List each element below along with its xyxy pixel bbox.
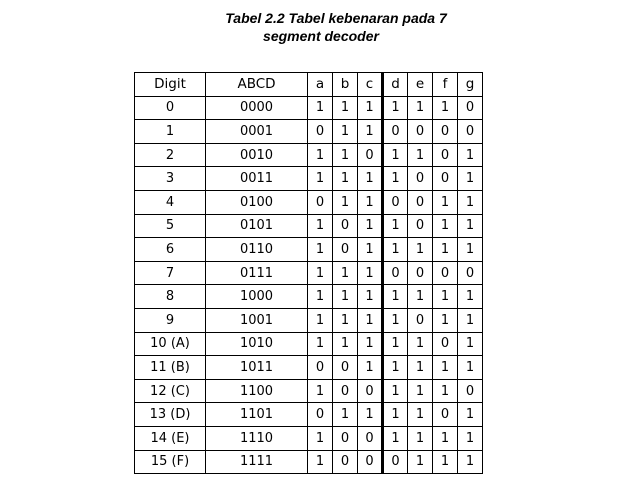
seg-g-cell: 0 bbox=[458, 379, 483, 403]
abcd-cell: 0101 bbox=[206, 214, 308, 238]
table-row bbox=[135, 285, 483, 309]
seg-e-cell: 1 bbox=[408, 450, 433, 474]
seg-f-cell: 1 bbox=[433, 379, 458, 403]
seg-c-cell: 1 bbox=[358, 403, 383, 427]
digit-cell: 0 bbox=[135, 96, 206, 120]
seg-c-cell: 0 bbox=[358, 426, 383, 450]
seg-b-cell: 0 bbox=[333, 214, 358, 238]
table-row bbox=[135, 190, 483, 214]
abcd-cell: 1100 bbox=[206, 379, 308, 403]
seg-f-cell: 1 bbox=[433, 190, 458, 214]
seg-d-cell: 1 bbox=[383, 285, 408, 309]
seg-g-cell: 1 bbox=[458, 308, 483, 332]
abcd-cell: 1000 bbox=[206, 285, 308, 309]
seg-e-cell: 1 bbox=[408, 143, 433, 167]
caption-line-2: segment decoder bbox=[263, 28, 379, 44]
seg-f-cell: 1 bbox=[433, 450, 458, 474]
seg-c-cell: 1 bbox=[358, 285, 383, 309]
seg-a-cell: 1 bbox=[308, 96, 333, 120]
seg-g-cell: 0 bbox=[458, 261, 483, 285]
digit-cell: 4 bbox=[135, 190, 206, 214]
table-row bbox=[135, 143, 483, 167]
abcd-cell: 0010 bbox=[206, 143, 308, 167]
seg-d-cell: 1 bbox=[383, 379, 408, 403]
seg-e-cell: 1 bbox=[408, 356, 433, 380]
seg-d-cell: 1 bbox=[383, 238, 408, 262]
digit-cell: 10 (A) bbox=[135, 332, 206, 356]
seg-d-cell: 0 bbox=[383, 450, 408, 474]
digit-cell: 9 bbox=[135, 308, 206, 332]
seg-b-cell: 1 bbox=[333, 96, 358, 120]
abcd-cell: 1111 bbox=[206, 450, 308, 474]
seg-c-cell: 0 bbox=[358, 450, 383, 474]
seg-g-cell: 1 bbox=[458, 238, 483, 262]
seg-c-cell: 0 bbox=[358, 143, 383, 167]
seg-d-cell: 0 bbox=[383, 261, 408, 285]
seg-b-cell: 1 bbox=[333, 308, 358, 332]
seg-g-cell: 1 bbox=[458, 450, 483, 474]
seg-e-cell: 1 bbox=[408, 403, 433, 427]
seg-a-cell: 1 bbox=[308, 308, 333, 332]
seg-d-cell: 1 bbox=[383, 143, 408, 167]
header-e: e bbox=[408, 73, 433, 97]
abcd-cell: 0111 bbox=[206, 261, 308, 285]
table-row bbox=[135, 214, 483, 238]
digit-cell: 6 bbox=[135, 238, 206, 262]
seg-d-cell: 1 bbox=[383, 332, 408, 356]
seg-b-cell: 1 bbox=[333, 403, 358, 427]
abcd-cell: 1010 bbox=[206, 332, 308, 356]
seg-a-cell: 0 bbox=[308, 120, 333, 144]
table-row bbox=[135, 403, 483, 427]
digit-cell: 13 (D) bbox=[135, 403, 206, 427]
abcd-cell: 1101 bbox=[206, 403, 308, 427]
header-a: a bbox=[308, 73, 333, 97]
abcd-cell: 0110 bbox=[206, 238, 308, 262]
seg-b-cell: 1 bbox=[333, 261, 358, 285]
abcd-cell: 0001 bbox=[206, 120, 308, 144]
seg-c-cell: 1 bbox=[358, 261, 383, 285]
table-row bbox=[135, 332, 483, 356]
digit-cell: 8 bbox=[135, 285, 206, 309]
abcd-cell: 1001 bbox=[206, 308, 308, 332]
seg-b-cell: 1 bbox=[333, 143, 358, 167]
seg-f-cell: 0 bbox=[433, 261, 458, 285]
seg-a-cell: 1 bbox=[308, 214, 333, 238]
table-row bbox=[135, 379, 483, 403]
header-b: b bbox=[333, 73, 358, 97]
header-digit: Digit bbox=[135, 73, 206, 97]
seg-a-cell: 1 bbox=[308, 332, 333, 356]
seg-g-cell: 1 bbox=[458, 332, 483, 356]
table-header-row bbox=[135, 73, 483, 97]
seg-f-cell: 1 bbox=[433, 238, 458, 262]
abcd-cell: 0100 bbox=[206, 190, 308, 214]
seg-c-cell: 1 bbox=[358, 96, 383, 120]
seg-a-cell: 0 bbox=[308, 190, 333, 214]
seg-e-cell: 1 bbox=[408, 332, 433, 356]
seg-c-cell: 1 bbox=[358, 120, 383, 144]
seg-c-cell: 1 bbox=[358, 190, 383, 214]
seg-b-cell: 0 bbox=[333, 356, 358, 380]
seg-d-cell: 1 bbox=[383, 403, 408, 427]
seg-b-cell: 0 bbox=[333, 379, 358, 403]
seg-g-cell: 1 bbox=[458, 356, 483, 380]
caption-line-1: Tabel 2.2 Tabel kebenaran pada 7 bbox=[225, 10, 447, 26]
seg-f-cell: 0 bbox=[433, 120, 458, 144]
seg-e-cell: 1 bbox=[408, 96, 433, 120]
table-body bbox=[135, 96, 483, 474]
header-abcd: ABCD bbox=[206, 73, 308, 97]
header-g: g bbox=[458, 73, 483, 97]
seg-g-cell: 1 bbox=[458, 167, 483, 191]
digit-cell: 7 bbox=[135, 261, 206, 285]
seg-f-cell: 0 bbox=[433, 332, 458, 356]
seg-c-cell: 1 bbox=[358, 308, 383, 332]
seg-f-cell: 1 bbox=[433, 356, 458, 380]
seg-g-cell: 1 bbox=[458, 285, 483, 309]
header-f: f bbox=[433, 73, 458, 97]
digit-cell: 12 (C) bbox=[135, 379, 206, 403]
seg-b-cell: 0 bbox=[333, 238, 358, 262]
table-row bbox=[135, 356, 483, 380]
seg-g-cell: 1 bbox=[458, 190, 483, 214]
digit-cell: 5 bbox=[135, 214, 206, 238]
seg-b-cell: 1 bbox=[333, 120, 358, 144]
seg-g-cell: 1 bbox=[458, 214, 483, 238]
seg-a-cell: 1 bbox=[308, 450, 333, 474]
table-row bbox=[135, 238, 483, 262]
seg-f-cell: 1 bbox=[433, 426, 458, 450]
digit-cell: 11 (B) bbox=[135, 356, 206, 380]
table-row bbox=[135, 426, 483, 450]
seg-f-cell: 0 bbox=[433, 143, 458, 167]
seg-b-cell: 1 bbox=[333, 285, 358, 309]
table-row bbox=[135, 96, 483, 120]
seg-b-cell: 1 bbox=[333, 190, 358, 214]
seg-a-cell: 1 bbox=[308, 285, 333, 309]
seg-b-cell: 0 bbox=[333, 450, 358, 474]
abcd-cell: 1110 bbox=[206, 426, 308, 450]
seg-d-cell: 1 bbox=[383, 96, 408, 120]
digit-cell: 14 (E) bbox=[135, 426, 206, 450]
seg-e-cell: 0 bbox=[408, 214, 433, 238]
seg-a-cell: 1 bbox=[308, 143, 333, 167]
abcd-cell: 1011 bbox=[206, 356, 308, 380]
table-row bbox=[135, 308, 483, 332]
seg-d-cell: 1 bbox=[383, 167, 408, 191]
digit-cell: 15 (F) bbox=[135, 450, 206, 474]
seg-a-cell: 1 bbox=[308, 379, 333, 403]
seg-d-cell: 0 bbox=[383, 120, 408, 144]
seg-g-cell: 0 bbox=[458, 120, 483, 144]
seg-d-cell: 1 bbox=[383, 214, 408, 238]
seg-d-cell: 1 bbox=[383, 426, 408, 450]
seg-d-cell: 1 bbox=[383, 308, 408, 332]
abcd-cell: 0011 bbox=[206, 167, 308, 191]
seg-g-cell: 1 bbox=[458, 143, 483, 167]
table-row bbox=[135, 167, 483, 191]
table-caption bbox=[0, 9, 642, 45]
seg-a-cell: 1 bbox=[308, 261, 333, 285]
seg-e-cell: 0 bbox=[408, 261, 433, 285]
abcd-cell: 0000 bbox=[206, 96, 308, 120]
table-row bbox=[135, 120, 483, 144]
table-row bbox=[135, 261, 483, 285]
header-d: d bbox=[383, 73, 408, 97]
seg-d-cell: 1 bbox=[383, 356, 408, 380]
digit-cell: 3 bbox=[135, 167, 206, 191]
seg-c-cell: 1 bbox=[358, 167, 383, 191]
seg-g-cell: 1 bbox=[458, 403, 483, 427]
digit-cell: 1 bbox=[135, 120, 206, 144]
seg-f-cell: 0 bbox=[433, 167, 458, 191]
seg-b-cell: 0 bbox=[333, 426, 358, 450]
seg-c-cell: 1 bbox=[358, 332, 383, 356]
seg-f-cell: 1 bbox=[433, 308, 458, 332]
truth-table bbox=[134, 72, 483, 474]
seg-g-cell: 1 bbox=[458, 426, 483, 450]
header-c: c bbox=[358, 73, 383, 97]
seg-e-cell: 0 bbox=[408, 120, 433, 144]
seg-e-cell: 1 bbox=[408, 379, 433, 403]
seg-f-cell: 1 bbox=[433, 214, 458, 238]
seg-e-cell: 1 bbox=[408, 238, 433, 262]
seg-d-cell: 0 bbox=[383, 190, 408, 214]
seg-a-cell: 1 bbox=[308, 238, 333, 262]
seg-a-cell: 0 bbox=[308, 356, 333, 380]
digit-cell: 2 bbox=[135, 143, 206, 167]
seg-c-cell: 1 bbox=[358, 238, 383, 262]
seg-e-cell: 1 bbox=[408, 285, 433, 309]
seg-f-cell: 1 bbox=[433, 96, 458, 120]
table-row bbox=[135, 450, 483, 474]
seg-c-cell: 0 bbox=[358, 379, 383, 403]
seg-a-cell: 0 bbox=[308, 403, 333, 427]
seg-f-cell: 1 bbox=[433, 285, 458, 309]
seg-c-cell: 1 bbox=[358, 214, 383, 238]
seg-a-cell: 1 bbox=[308, 167, 333, 191]
seg-f-cell: 0 bbox=[433, 403, 458, 427]
seg-a-cell: 1 bbox=[308, 426, 333, 450]
seg-e-cell: 0 bbox=[408, 308, 433, 332]
seg-g-cell: 0 bbox=[458, 96, 483, 120]
seg-e-cell: 0 bbox=[408, 190, 433, 214]
seg-e-cell: 1 bbox=[408, 426, 433, 450]
seg-b-cell: 1 bbox=[333, 167, 358, 191]
seg-b-cell: 1 bbox=[333, 332, 358, 356]
seg-e-cell: 0 bbox=[408, 167, 433, 191]
seg-c-cell: 1 bbox=[358, 356, 383, 380]
